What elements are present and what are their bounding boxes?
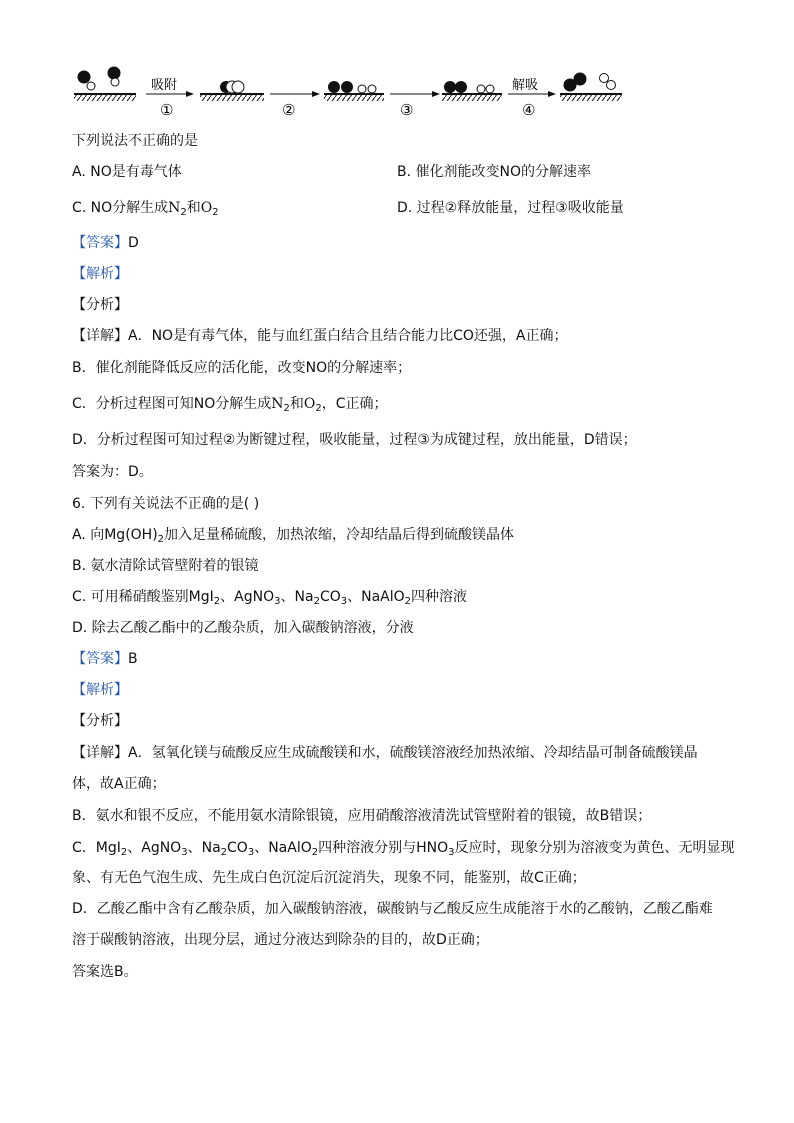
- q5-answer: 【答案】D: [72, 235, 139, 251]
- step-arrow-3: [390, 91, 440, 119]
- q5-option-c: C. NO分解生成$N_2$和$O_2$: [72, 200, 219, 218]
- step-2-label: ②: [282, 101, 296, 119]
- q6-option-c: C. 可用稀硝酸鉴别MgI$_2$、AgNO$_3$、$Na_2CO_3$、NaAlO$_2$四种溶液: [72, 589, 468, 607]
- catalyst-surface-3: [324, 81, 384, 101]
- q6-jiexi-label: 【解析】: [72, 682, 128, 698]
- catalysis-process-diagram: [70, 62, 630, 120]
- step-arrow-1: [146, 78, 194, 119]
- q5-jiexi-label: 【解析】: [72, 266, 128, 282]
- q6-fenxi-label: 【分析】: [72, 713, 128, 729]
- q5-option-a: A. NO是有毒气体: [72, 164, 182, 180]
- catalyst-surface-4: [442, 81, 502, 101]
- step-arrow-4: [508, 78, 556, 119]
- q5-stem: 下列说法不正确的是: [72, 133, 198, 149]
- q6-detail-a-line2: 体，故A正确；: [72, 776, 166, 792]
- q5-option-b: B. 催化剂能改变NO的分解速率: [397, 164, 591, 180]
- q5-conclusion: 答案为：D。: [72, 464, 153, 480]
- catalyst-surface-5: [560, 73, 622, 102]
- q5-detail-a: 【详解】A．NO是有毒气体，能与血红蛋白结合且结合能力比CO还强，A正确；: [72, 328, 568, 344]
- q5-fenxi-label: 【分析】: [72, 297, 128, 313]
- q6-option-b: B. 氨水清除试管壁附着的银镜: [72, 558, 259, 574]
- q5-option-d: D. 过程②释放能量，过程③吸收能量: [397, 200, 624, 216]
- q5-detail-b: B．催化剂能降低反应的活化能，改变NO的分解速率；: [72, 360, 412, 376]
- q5-detail-d: D．分析过程图可知过程②为断键过程，吸收能量，过程③为成键过程，放出能量，D错误；: [72, 432, 637, 448]
- q6-conclusion: 答案选B。: [72, 964, 138, 980]
- q6-option-d: D. 除去乙酸乙酯中的乙酸杂质，加入碳酸钠溶液，分液: [72, 620, 414, 636]
- q6-detail-c-line2: 象、有无色气泡生成、先生成白色沉淀后沉淀消失，现象不同，能鉴别，故C正确；: [72, 870, 586, 886]
- q5-detail-c: C．分析过程图可知NO分解生成$N_2$和$O_2$，C正确；: [72, 396, 388, 414]
- q6-detail-a-line1: 【详解】A．氢氧化镁与硫酸反应生成硫酸镁和水，硫酸镁溶液经加热浓缩、冷却结晶可制备硫酸镁晶: [72, 745, 698, 761]
- q6-option-a: A. 向$Mg(OH)_2$加入足量稀硫酸，加热浓缩，冷却结晶后得到硫酸镁晶体: [72, 527, 515, 545]
- q6-detail-d-line1: D．乙酸乙酯中含有乙酸杂质，加入碳酸钠溶液，碳酸钠与乙酸反应生成能溶于水的乙酸钠，乙酸乙酯难: [72, 901, 713, 917]
- q6-detail-b: B．氨水和银不反应，不能用氨水清除银镜，应用硝酸溶液清洗试管壁附着的银镜，故B错误；: [72, 808, 652, 824]
- step-3-label: ③: [400, 101, 414, 119]
- adsorb-label: 吸附: [151, 78, 178, 93]
- desorb-label: 解吸: [512, 78, 539, 93]
- q6-stem: 6. 下列有关说法不正确的是( ): [72, 496, 260, 512]
- catalyst-surface-1: [74, 67, 136, 102]
- step-arrow-2: [270, 91, 320, 119]
- step-4-label: ④: [522, 101, 536, 119]
- q6-detail-d-line2: 溶于碳酸钠溶液，出现分层，通过分液达到除杂的目的，故D正确；: [72, 932, 489, 948]
- catalyst-surface-2: [200, 81, 264, 101]
- step-1-label: ①: [160, 101, 174, 119]
- q6-detail-c-line1: C．MgI$_2$、AgNO$_3$、$Na_2CO_3$、NaAlO$_2$四种溶液分别与$HNO_3$反应时，现象分别为溶液变为黄色、无明显现: [72, 840, 735, 858]
- q6-answer: 【答案】B: [72, 651, 138, 667]
